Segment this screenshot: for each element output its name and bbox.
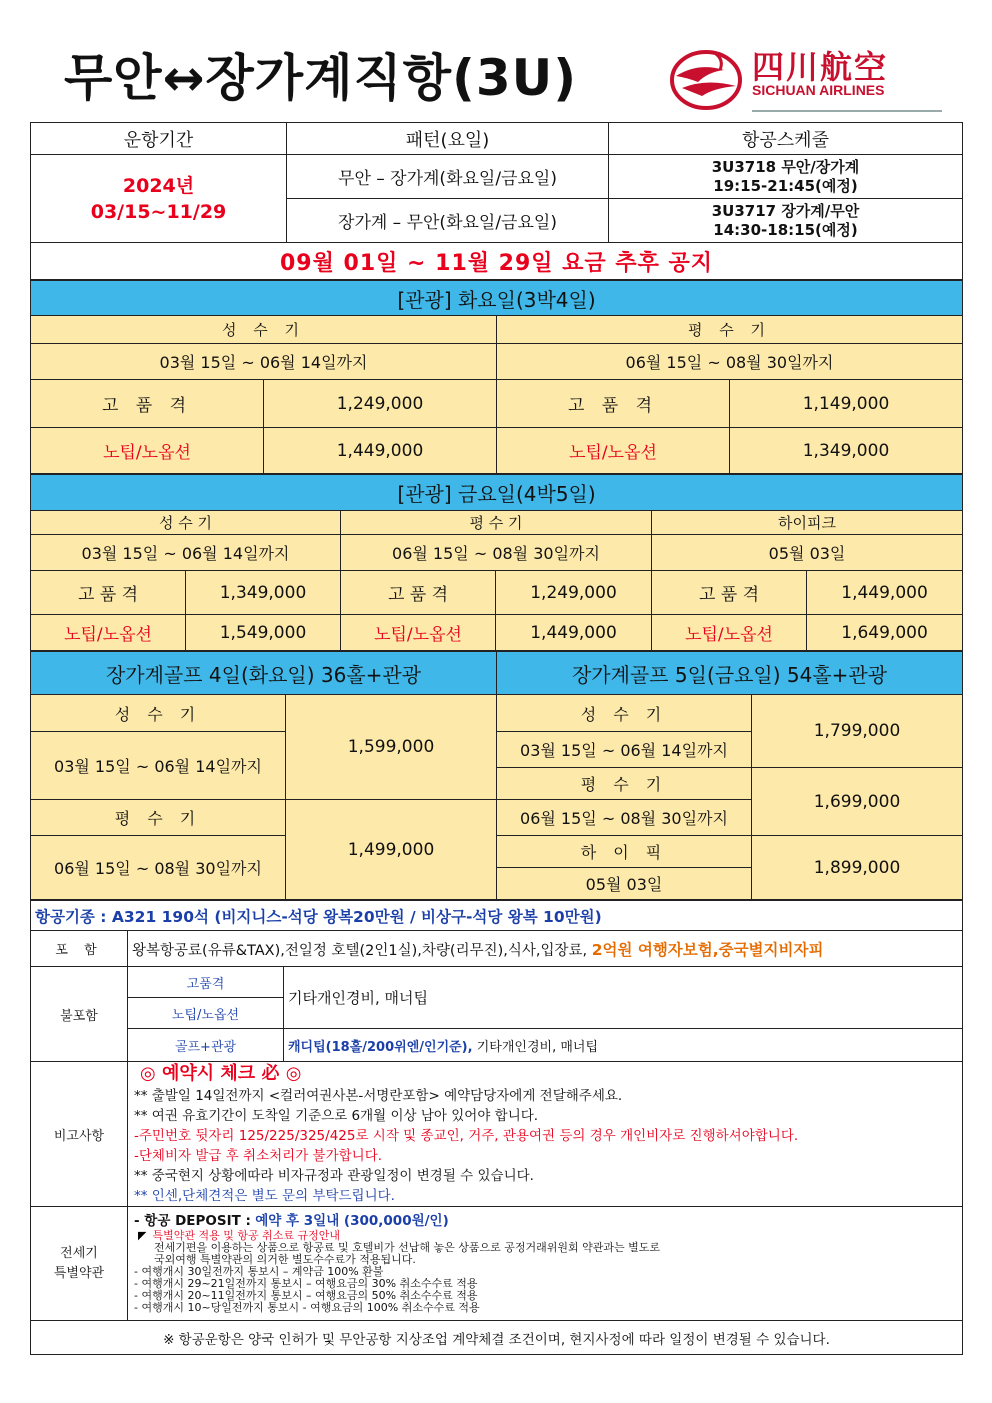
golf-fri-highpeak-range: 05월 03일 <box>497 868 752 900</box>
golf-tue-normal-label: 평 수 기 <box>31 800 286 836</box>
peak-range: 03월 15일 ~ 06월 14일까지 <box>31 535 341 571</box>
charter-deposit-value: 예약 후 3일내 (300,000원/인) <box>255 1213 449 1229</box>
tour-friday-table <box>30 474 963 651</box>
charter-label-1: 전세기 <box>60 1245 98 1261</box>
exclude-golf-highlight: 캐디팁(18홀/200위엔/인기준), <box>288 1039 473 1055</box>
charter-deposit-label: - 항공 DEPOSIT : <box>134 1213 251 1229</box>
normal-notip-price: 1,349,000 <box>730 428 963 474</box>
highpeak-label: 하이피크 <box>652 511 963 535</box>
airline-bird-icon <box>668 42 748 112</box>
exclude-tour-text: 기타개인경비, 매너팁 <box>284 967 963 1029</box>
golf-tue-peak-range: 03월 15일 ~ 06월 14일까지 <box>31 732 286 800</box>
outbound-pattern: 무안 – 장가계(화요일/금요일) <box>287 155 609 199</box>
inbound-flight <box>609 199 963 243</box>
charter-rule-1: - 여행개시 30일전까지 통보시 – 계약금 100% 환불 <box>134 1265 384 1278</box>
charter-rule-2: - 여행개시 29~21일전까지 통보시 – 여행요금의 30% 취소수수료 적용 <box>134 1277 478 1290</box>
normal-range: 06월 15일 ~ 08월 30일까지 <box>497 344 963 380</box>
notip-label: 노팁/노옵션 <box>497 428 730 474</box>
charter-deposit <box>134 1213 958 1230</box>
premium-label: 고 품 격 <box>497 380 730 428</box>
charter-label <box>31 1207 128 1321</box>
include-label: 포 함 <box>31 931 128 967</box>
logo-chinese: 四川航空 <box>752 48 889 86</box>
operation-period <box>31 155 287 243</box>
cursor-arrow-icon: ◤ <box>138 1229 147 1242</box>
exclude-premium-label: 고품격 <box>128 967 284 998</box>
header-period: 운항기간 <box>31 123 287 155</box>
notip-label: 노팁/노옵션 <box>341 615 496 651</box>
details-table <box>30 900 963 1355</box>
golf-fri-peak-range: 03월 15일 ~ 06월 14일까지 <box>497 732 752 768</box>
normal-range: 06월 15일 ~ 08월 30일까지 <box>341 535 652 571</box>
operation-range: 03/15~11/29 <box>90 200 227 223</box>
charter-desc-2: 국외여행 특별약관의 의거한 별도수수료가 적용됩니다. <box>154 1253 416 1266</box>
include-items: 왕복항공료(유류&TAX),전일정 호텔(2인1실),차량(리무진),식사,입장료, <box>132 942 588 959</box>
charter-special-title: ◤ 특별약관 적용 및 항공 취소료 규정안내 <box>138 1229 340 1242</box>
premium-label: 고 품 격 <box>341 571 496 615</box>
exclude-notip-label: 노팁/노옵션 <box>128 998 284 1029</box>
golf-table <box>30 651 963 900</box>
notip-label: 노팁/노옵션 <box>652 615 807 651</box>
exclude-golf-text <box>284 1029 963 1062</box>
premium-label: 고 품 격 <box>31 571 186 615</box>
header-flight: 항공스케줄 <box>609 123 963 155</box>
charter-desc-1: 전세기편을 이용하는 상품으로 항공료 및 호텔비가 선납해 놓은 상품으로 공정거래위원회 약관과는 별도로 <box>154 1241 661 1254</box>
charter-rule-4: - 여행개시 10~당일전까지 통보시 - 여행요금의 100% 취소수수료 적용 <box>134 1301 480 1314</box>
notip-label: 노팁/노옵션 <box>31 615 186 651</box>
outbound-flight-number: 3U3718 무안/장가계 <box>711 157 860 176</box>
golf-fri-normal-range: 06월 15일 ~ 08월 30일까지 <box>497 800 752 836</box>
logo-english: SICHUAN AIRLINES <box>752 82 885 98</box>
golf-tue-normal-price: 1,499,000 <box>286 800 497 900</box>
normal-notip-price: 1,449,000 <box>496 615 652 651</box>
exclude-golf-items: 기타개인경비, 매너팁 <box>476 1039 599 1055</box>
golf-fri-peak-label: 성 수 기 <box>497 695 752 732</box>
peak-label: 성 수 기 <box>31 316 497 344</box>
outbound-flight-time: 19:15-21:45(예정) <box>713 176 858 195</box>
footer-note: ※ 항공운항은 양국 인허가 및 무안공항 지상조업 계약체결 조건이며, 현지사정에 따라 일정이 변경될 수 있습니다. <box>31 1321 963 1355</box>
peak-premium-price: 1,249,000 <box>264 380 497 428</box>
normal-premium-price: 1,249,000 <box>496 571 652 615</box>
golf-fri-highpeak-price: 1,899,000 <box>752 836 963 900</box>
normal-premium-price: 1,149,000 <box>730 380 963 428</box>
inbound-flight-time: 14:30-18:15(예정) <box>713 220 858 239</box>
schedule-table <box>30 122 963 280</box>
golf-fri-highpeak-label: 하 이 픽 <box>497 836 752 868</box>
charter-rule-3: - 여행개시 20~11일전까지 통보시 – 여행요금의 50% 취소수수료 적용 <box>134 1289 478 1302</box>
premium-label: 고 품 격 <box>652 571 807 615</box>
golf-fri-normal-label: 평 수 기 <box>497 768 752 800</box>
price-notice: 09월 01일 ~ 11월 29일 요금 추후 공지 <box>31 243 963 280</box>
inbound-pattern: 장가계 – 무안(화요일/금요일) <box>287 199 609 243</box>
remarks-line-2: ** 여권 유효기간이 도착일 기준으로 6개월 이상 남아 있어야 합니다. <box>134 1108 539 1124</box>
page-title: 무안↔장가계직항(3U) <box>64 49 578 107</box>
charter-label-2: 특별약관 <box>53 1265 105 1281</box>
include-text <box>128 931 963 967</box>
remarks-content <box>128 1062 963 1207</box>
aircraft-info: 항공기종 : A321 190석 (비지니스-석당 왕복20만원 / 비상구-석당 왕복 10만원) <box>31 901 963 931</box>
peak-label: 성 수 기 <box>31 511 341 535</box>
header-pattern: 패턴(요일) <box>287 123 609 155</box>
charter-content <box>128 1207 963 1321</box>
peak-range: 03월 15일 ~ 06월 14일까지 <box>31 344 497 380</box>
golf-tuesday-title: 장가계골프 4일(화요일) 36홀+관광 <box>31 652 497 695</box>
remarks-line-1: ** 출발일 14일전까지 <컬러여권사본-서명란포함> 예약담당자에게 전달해주세요. <box>134 1088 623 1104</box>
outbound-flight <box>609 155 963 199</box>
logo-underline <box>752 110 942 112</box>
premium-label: 고 품 격 <box>31 380 264 428</box>
golf-tue-peak-price: 1,599,000 <box>286 695 497 800</box>
remarks-label: 비고사항 <box>31 1062 128 1207</box>
tour-tuesday-title: [관광] 화요일(3박4일) <box>31 281 963 316</box>
golf-tue-normal-range: 06월 15일 ~ 08월 30일까지 <box>31 836 286 900</box>
highpeak-range: 05월 03일 <box>652 535 963 571</box>
normal-label: 평 수 기 <box>341 511 652 535</box>
itinerary-document <box>30 122 962 1355</box>
normal-label: 평 수 기 <box>497 316 963 344</box>
highpeak-premium-price: 1,449,000 <box>807 571 963 615</box>
exclude-label: 불포함 <box>31 967 128 1062</box>
tour-friday-title: [관광] 금요일(4박5일) <box>31 475 963 511</box>
remarks-line-4: -단체비자 발급 후 취소처리가 불가합니다. <box>134 1148 383 1164</box>
highpeak-notip-price: 1,649,000 <box>807 615 963 651</box>
golf-fri-peak-price: 1,799,000 <box>752 695 963 768</box>
remarks-check: ◎ 예약시 체크 必 ◎ <box>140 1063 302 1084</box>
golf-friday-title: 장가계골프 5일(금요일) 54홀+관광 <box>497 652 963 695</box>
remarks-line-5: ** 중국현지 상황에따라 비자규정과 관광일정이 변경될 수 있습니다. <box>134 1168 534 1184</box>
sichuan-airlines-logo <box>668 42 948 112</box>
exclude-golf-label: 골프+관광 <box>128 1029 284 1062</box>
remarks-line-6: ** 인센,단체견적은 별도 문의 부탁드립니다. <box>134 1188 395 1204</box>
golf-fri-normal-price: 1,699,000 <box>752 768 963 836</box>
inbound-flight-number: 3U3717 장가계/무안 <box>711 201 860 220</box>
include-highlight: 2억원 여행자보험,중국별지비자피 <box>591 940 824 959</box>
peak-premium-price: 1,349,000 <box>186 571 341 615</box>
tour-tuesday-table <box>30 280 963 474</box>
golf-tue-peak-label: 성 수 기 <box>31 695 286 732</box>
peak-notip-price: 1,549,000 <box>186 615 341 651</box>
remarks-line-3: -주민번호 뒷자리 125/225/325/425로 시작 및 종교인, 거주, 관용여권 등의 경우 개인비자로 진행하셔야합니다. <box>134 1128 799 1144</box>
notip-label: 노팁/노옵션 <box>31 428 264 474</box>
peak-notip-price: 1,449,000 <box>264 428 497 474</box>
operation-year: 2024년 <box>122 174 195 197</box>
